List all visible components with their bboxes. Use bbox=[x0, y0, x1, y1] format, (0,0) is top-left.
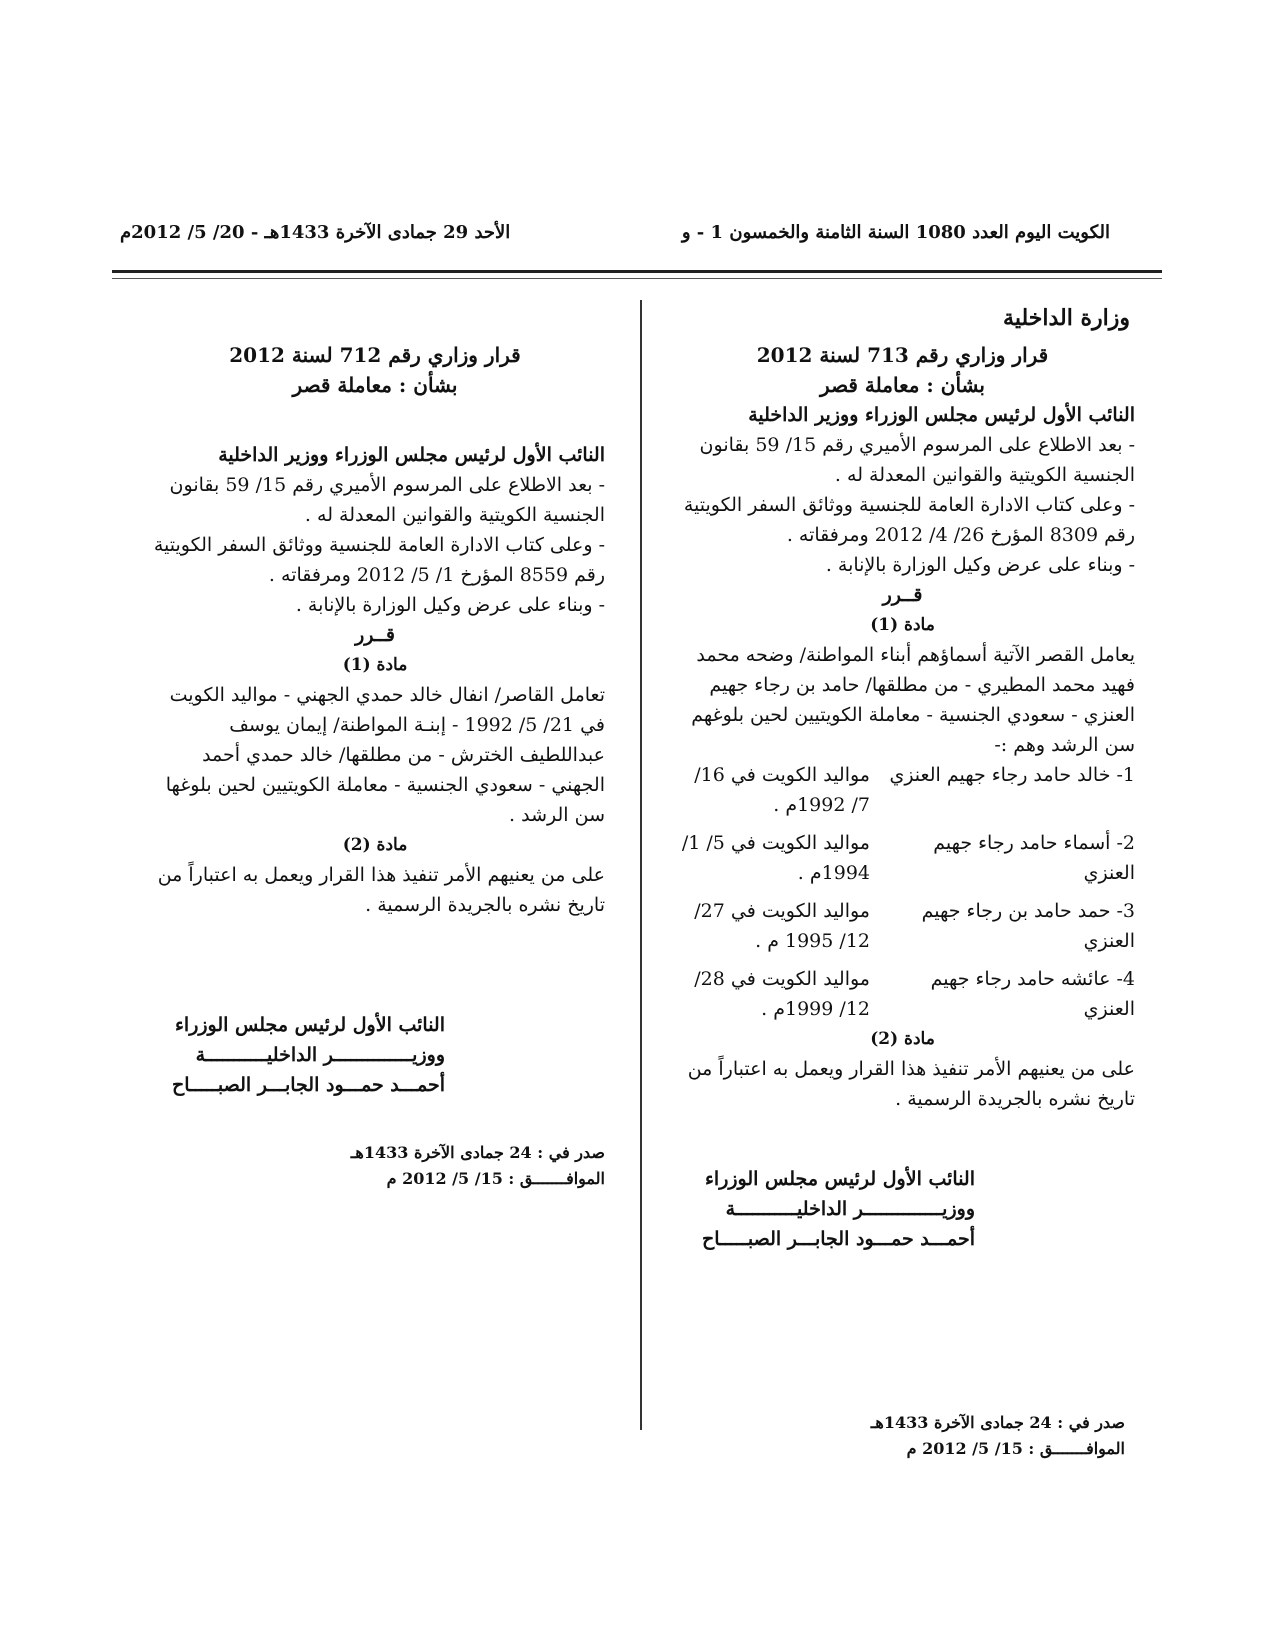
person-entry bbox=[670, 828, 1135, 888]
signature-line: أحمـــد حمـــود الجابـــر الصبـــــاح bbox=[172, 1074, 445, 1096]
person-name: 3- حمد حامد بن رجاء جهيم العنزي bbox=[921, 900, 1135, 952]
signature-block bbox=[145, 1010, 445, 1100]
signature-line: ووزيــــــــــــــر الداخليـــــــــــة bbox=[195, 1044, 445, 1066]
person-birth: مواليد الكويت في 27/ 12/ 1995 م . bbox=[694, 900, 870, 952]
article-heading: مادة (1) bbox=[342, 655, 408, 675]
person-entry bbox=[670, 760, 1135, 820]
decree-title: قرار وزاري رقم 712 لسنة 2012 bbox=[229, 343, 521, 367]
article-text: على من يعنيهم الأمر تنفيذ هذا القرار ويعمل به اعتباراً من تاريخ نشره بالجريدة الرسمية . bbox=[687, 1058, 1135, 1110]
person-name: 4- عائشه حامد رجاء جهيم العنزي bbox=[930, 968, 1135, 1020]
issued-info-713 bbox=[871, 1410, 1125, 1462]
issued-date: صدر في : 24 جمادى الآخرة 1433هـ bbox=[350, 1143, 605, 1162]
person-name: 1- خالد حامد رجاء جهيم العنزي bbox=[889, 764, 1135, 786]
person-birth: مواليد الكويت في 28/ 12/ 1999م . bbox=[694, 968, 870, 1020]
decree-clause: - بعد الاطلاع على المرسوم الأميري رقم 15/ 59 بقانون الجنسية الكويتية والقوانين المعدلة له . bbox=[699, 434, 1135, 486]
decree-subject: بشأن : معاملة قصر bbox=[292, 373, 458, 397]
issued-gregorian: الموافـــــــق : 15/ 5/ 2012 م bbox=[906, 1439, 1125, 1458]
decree-clause: - وعلى كتاب الادارة العامة للجنسية ووثائق السفر الكويتية رقم 8559 المؤرخ 1/ 5/ 2012 ومرفقاته . bbox=[153, 534, 605, 586]
person-name: 2- أسماء حامد رجاء جهيم العنزي bbox=[933, 832, 1135, 884]
signature-line: النائب الأول لرئيس مجلس الوزراء bbox=[704, 1168, 975, 1190]
article-text: تعامل القاصر/ انفال خالد حمدي الجهني - مواليد الكويت في 21/ 5/ 1992 - إبنـة المواطنة/ إيمان يوسف عبداللطيف الخترش - من مطلقها/ خالد حمدي أحمد الجهني - سعودي الجنسية - معاملة الكويتيين لحين بلوغها سن الرشد . bbox=[165, 684, 605, 826]
decree-issuer: النائب الأول لرئيس مجلس الوزراء ووزير الداخلية bbox=[218, 444, 605, 466]
issued-gregorian: الموافـــــــق : 15/ 5/ 2012 م bbox=[386, 1169, 605, 1188]
header-issue-info: الكويت اليوم العدد 1080 السنة الثامنة والخمسون 1 - و bbox=[681, 222, 1110, 243]
decree-clause: - وبناء على عرض وكيل الوزارة بالإنابة . bbox=[825, 554, 1135, 576]
header-rule bbox=[112, 270, 1162, 279]
decides-heading: قــرر bbox=[882, 584, 923, 606]
article-text: يعامل القصر الآتية أسماؤهم أبناء المواطنة/ وضحه محمد فهيد محمد المطيري - من مطلقها/ حامد بن رجاء جهيم العنزي - سعودي الجنسية - معاملة الكويتيين لحين بلوغهم سن الرشد وهم :- bbox=[691, 644, 1135, 756]
ministry-name: وزارة الداخلية bbox=[1003, 305, 1130, 331]
decree-713 bbox=[670, 340, 1135, 1254]
decree-clause: - بعد الاطلاع على المرسوم الأميري رقم 15/ 59 بقانون الجنسية الكويتية والقوانين المعدلة له . bbox=[169, 474, 605, 526]
person-birth: مواليد الكويت في 16/ 7/ 1992م . bbox=[694, 764, 870, 816]
article-heading: مادة (2) bbox=[870, 1029, 935, 1049]
decides-heading: قــرر bbox=[355, 624, 395, 646]
person-entry bbox=[670, 964, 1135, 1024]
decree-title: قرار وزاري رقم 713 لسنة 2012 bbox=[756, 343, 1049, 367]
article-heading: مادة (2) bbox=[342, 835, 408, 855]
decree-issuer: النائب الأول لرئيس مجلس الوزراء ووزير الداخلية bbox=[748, 404, 1135, 426]
signature-line: أحمـــد حمـــود الجابـــر الصبـــــاح bbox=[702, 1228, 975, 1250]
decree-clause: - وعلى كتاب الادارة العامة للجنسية ووثائق السفر الكويتية رقم 8309 المؤرخ 26/ 4/ 2012 ومرفقاته . bbox=[683, 494, 1135, 546]
person-entry bbox=[670, 896, 1135, 956]
decree-clause: - وبناء على عرض وكيل الوزارة بالإنابة . bbox=[295, 594, 605, 616]
person-birth: مواليد الكويت في 5/ 1/ 1994م . bbox=[681, 832, 870, 884]
issued-date: صدر في : 24 جمادى الآخرة 1433هـ bbox=[870, 1413, 1125, 1432]
decree-subject: بشأن : معاملة قصر bbox=[820, 373, 985, 397]
signature-line: النائب الأول لرئيس مجلس الوزراء bbox=[174, 1014, 445, 1036]
signature-line: ووزيــــــــــــــر الداخليـــــــــــة bbox=[725, 1198, 975, 1220]
header-date: الأحد 29 جمادى الآخرة 1433هـ - 20/ 5/ 2012م bbox=[120, 222, 511, 243]
signature-block bbox=[670, 1164, 975, 1254]
column-divider bbox=[640, 300, 642, 1430]
decree-712 bbox=[145, 340, 605, 1192]
article-heading: مادة (1) bbox=[870, 615, 935, 635]
article-text: على من يعنيهم الأمر تنفيذ هذا القرار ويعمل به اعتباراً من تاريخ نشره بالجريدة الرسمية . bbox=[157, 864, 605, 916]
issued-info-712 bbox=[145, 1140, 605, 1192]
